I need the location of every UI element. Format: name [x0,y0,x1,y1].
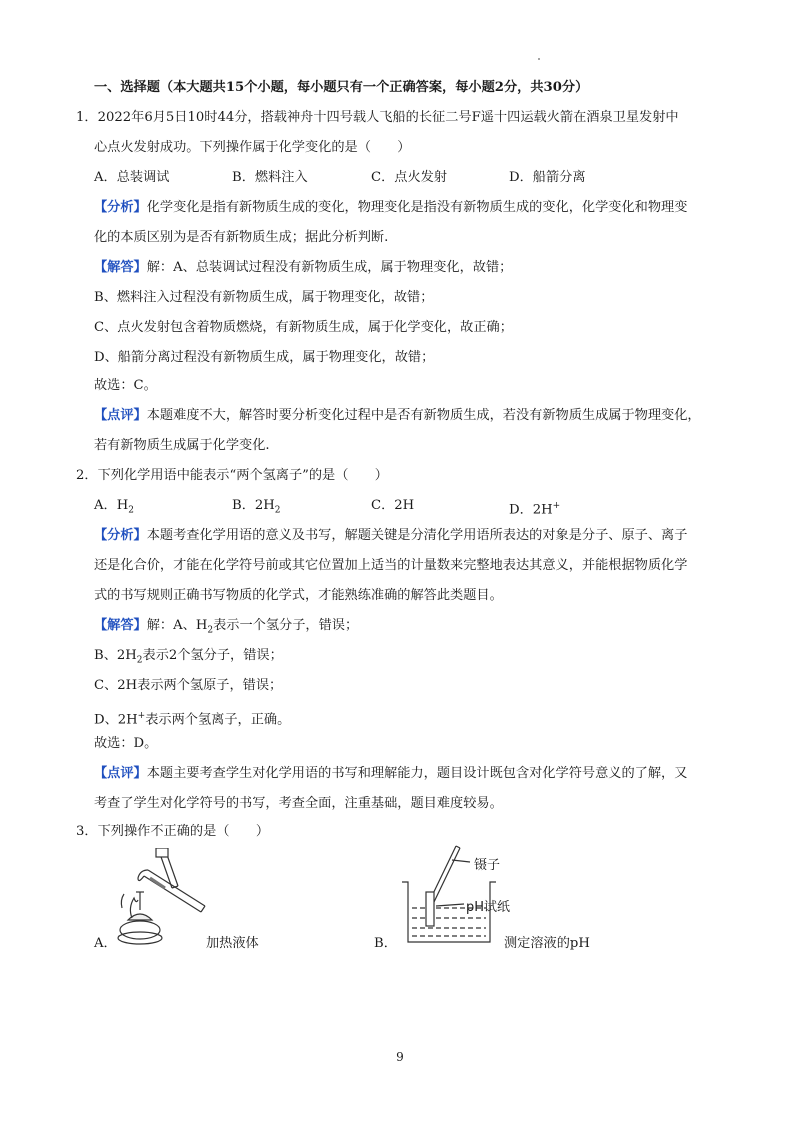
q2-option-a: A．$H_2$ [94,498,134,516]
q1-option-a: A．总装调试 [94,170,170,185]
q1-answer-line4: D、船箭分离过程没有新物质生成，属于物理变化，故错； [94,350,435,365]
comment-tag: 【点评】 [94,766,147,781]
q2-option-b: B．$2H_2$ [232,498,281,516]
q3-option-a-text: 加热液体 [206,936,259,951]
q2-analysis-line2: 还是化合价，才能在化学符号前或其它位置加上适当的计量数来完整地表达其意义，并能根据物质化学 [94,558,688,573]
q1-analysis-line2: 化的本质区别为是否有新物质生成；据此分析判断. [94,230,389,245]
answer-tag: 【解答】 [94,260,147,275]
q2-stem: 2．下列化学用语中能表示“两个氢离子”的是（ ） [76,468,388,483]
analysis-text: 化学变化是指有新物质生成的变化，物理变化是指没有新物质生成的变化，化学变化和物理变 [146,200,688,215]
q2-answer-line4: D、2H+表示两个氢离子，正确。 [94,711,291,728]
q3-option-b-letter: B． [374,936,397,951]
q1-answer-line5: 故选：C。 [94,378,157,393]
heating-liquid-figure [110,848,220,948]
answer-text-b: B、2H [94,648,137,663]
q2-answer-line1: 【解答】解：A、$H_2$表示一个氢分子，错误； [94,618,359,636]
answer-text-a2: 表示一个氢分子，错误； [213,618,359,633]
q3-option-a-letter: A． [94,936,117,951]
q2-answer-line3: C、2H表示两个氢原子，错误； [94,678,283,693]
q3-option-b-text: 测定溶液的pH [504,936,590,951]
comment-text: 本题主要考查学生对化学用语的书写和理解能力，题目设计既包含对化学符号意义的了解，又 [146,766,688,781]
page-number: 9 [396,1050,404,1064]
q1-analysis-line1 [94,198,687,218]
q2-comment-line2: 考查了学生对化学符号的书写，考查全面，注重基础，题目难度较易。 [94,796,503,811]
answer-text: 解：A、总装调试过程没有新物质生成，属于物理变化，故错； [146,260,513,275]
q2-answer-line2: B、$2H_2$表示2个氢分子，错误； [94,648,283,666]
q1-answer-line3: C、点火发射包含着物质燃烧，有新物质生成，属于化学变化，故正确； [94,320,513,335]
comment-tag: 【点评】 [94,408,147,423]
q1-option-b: B．燃料注入 [232,170,308,185]
q3-stem: 3．下列操作不正确的是（ ） [76,824,270,839]
analysis-tag: 【分析】 [94,528,147,543]
tweezers-label: 镊子 [474,858,501,873]
q2-option-c: C．2H [371,498,415,513]
ph-paper-label: pH试纸 [466,900,511,915]
q1-option-d: D．船箭分离 [509,170,586,185]
q1-stem-line1: 1．2022年6月5日10时44分，搭载神舟十四号载人飞船的长征二号F遥十四运载火箭在酒泉卫星发射中 [76,110,679,125]
analysis-text: 本题考查化学用语的意义及书写，解题关键是分清化学用语所表达的对象是分子、原子、离子 [146,528,688,543]
q1-option-c: C．点火发射 [371,170,448,185]
speck [538,58,540,60]
q1-comment-line2: 若有新物质生成属于化学变化. [94,438,270,453]
answer-text-d: D、2H [94,712,138,728]
answer-text-a: 解：A、H [146,618,208,633]
q2-analysis-line3: 式的书写规则正确书写物质的化学式，才能熟练准确的解答此类题目。 [94,588,503,603]
section-heading: 一、选择题（本大题共15个小题，每小题只有一个正确答案，每小题2分，共30分） [94,80,589,95]
answer-text-d2: 表示两个氢离子，正确。 [145,712,291,728]
q1-answer-line1 [94,258,512,278]
q1-answer-line2: B、燃料注入过程没有新物质生成，属于物理变化，故错； [94,290,434,305]
q2-answer-line5: 故选：D。 [94,736,158,751]
comment-text: 本题难度不大，解答时要分析变化过程中是否有新物质生成，若没有新物质生成属于物理变化， [146,408,701,423]
q1-stem-line2: 心点火发射成功。下列操作属于化学变化的是（ ） [94,140,411,155]
analysis-tag: 【分析】 [94,200,147,215]
answer-tag: 【解答】 [94,618,147,633]
q1-comment-line1 [94,406,701,426]
q2-comment-line1 [94,764,687,784]
q2-option-d: D．2H+ [509,501,561,518]
q2-analysis-line1 [94,526,687,546]
answer-text-b2: 表示2个氢分子，错误； [142,648,283,663]
